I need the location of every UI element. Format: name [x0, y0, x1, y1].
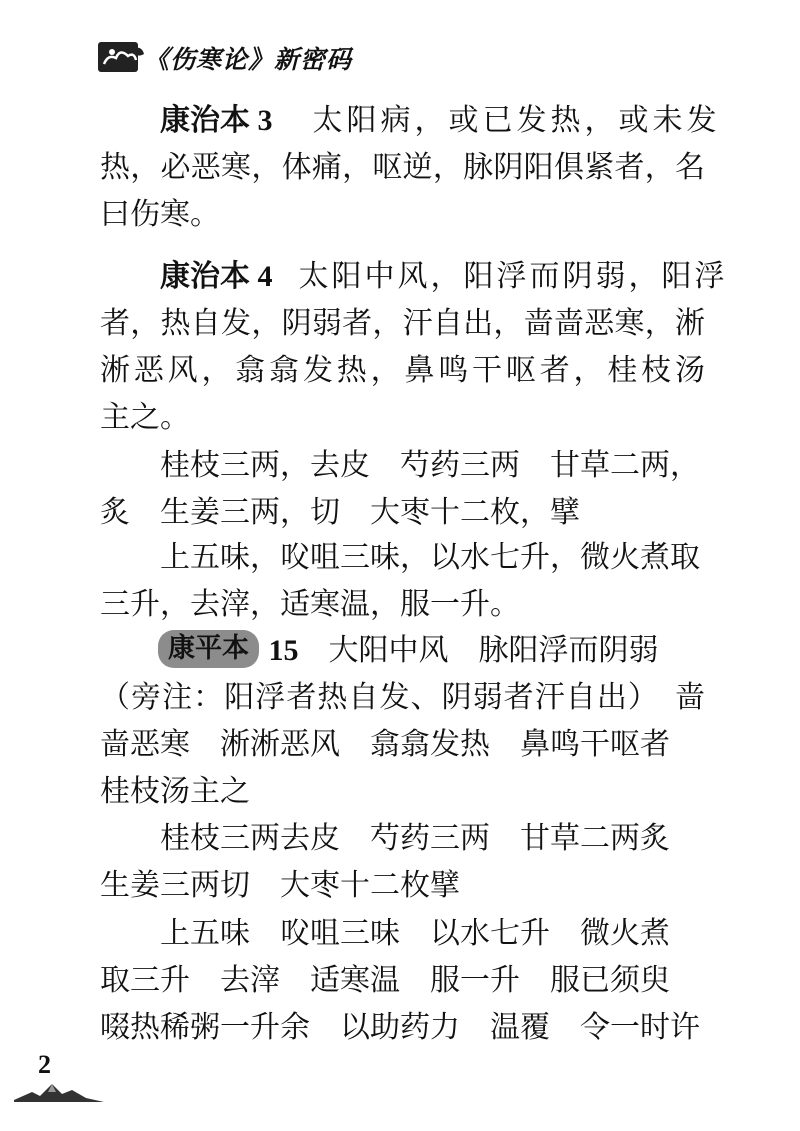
text-line: 者，热自发，阴弱者，汗自出，啬啬恶寒，淅 — [100, 306, 705, 341]
section-number: 15 — [268, 634, 299, 667]
section-text: 太阳中风，阳浮而阴弱，阳浮 — [298, 259, 728, 294]
cloud-ornament-icon — [98, 38, 148, 74]
section-text: 大阳中风 脉阳浮而阴弱 — [328, 633, 659, 668]
recipe-line: 桂枝三两去皮 芍药三两 甘草二两炙 — [160, 821, 670, 856]
recipe-kangping-15 — [100, 815, 705, 909]
page-number: 2 — [38, 1050, 51, 1079]
text-line — [100, 253, 728, 300]
recipe-line: 生姜三两切 大枣十二枚擘 — [100, 868, 460, 903]
recipe-line: 炙 生姜三两，切 大枣十二枚，擘 — [100, 495, 580, 530]
edition-badge: 康平本 — [158, 630, 259, 668]
method-line: 上五味，㕮咀三味，以水七升，微火煮取 — [160, 540, 700, 575]
mountain-ornament-icon — [14, 1078, 104, 1104]
section-label: 康治本 3 — [160, 104, 273, 137]
text-line: 桂枝汤主之 — [100, 774, 250, 809]
running-header — [98, 36, 358, 76]
method-line: 取三升 去滓 适寒温 服一升 服已须臾 — [100, 963, 670, 998]
text-line: 啬恶寒 淅淅恶风 翕翕发热 鼻鸣干呕者 — [100, 727, 670, 762]
section-kangping-15 — [100, 627, 705, 815]
text-line: 主之。 — [100, 400, 190, 435]
recipe-line: 桂枝三两，去皮 芍药三两 甘草二两， — [160, 448, 700, 483]
text-line — [100, 97, 721, 144]
section-kangzhi-3 — [100, 97, 721, 238]
method-kangzhi-4 — [100, 534, 705, 628]
section-kangzhi-4 — [100, 253, 728, 441]
method-kangping-15 — [100, 910, 705, 1051]
text-line: （旁注：阳浮者热自发、阴弱者汗自出） 啬 — [100, 680, 705, 715]
text-line: 淅恶风，翕翕发热，鼻鸣干呕者，桂枝汤 — [100, 353, 705, 388]
text-line — [100, 627, 705, 674]
recipe-kangzhi-4 — [100, 442, 705, 536]
method-line: 啜热稀粥一升余 以助药力 温覆 令一时许 — [100, 1010, 700, 1045]
method-line: 上五味 㕮咀三味 以水七升 微火煮 — [160, 916, 670, 951]
text-line: 热，必恶寒，体痛，呕逆，脉阴阳俱紧者，名 — [100, 150, 705, 185]
section-label: 康治本 4 — [160, 260, 273, 293]
method-line: 三升，去滓，适寒温，服一升。 — [100, 587, 520, 622]
section-text: 太阳病，或已发热，或未发 — [312, 103, 721, 138]
text-line: 曰伤寒。 — [100, 197, 220, 232]
book-title: 《伤寒论》新密码 — [144, 45, 353, 74]
